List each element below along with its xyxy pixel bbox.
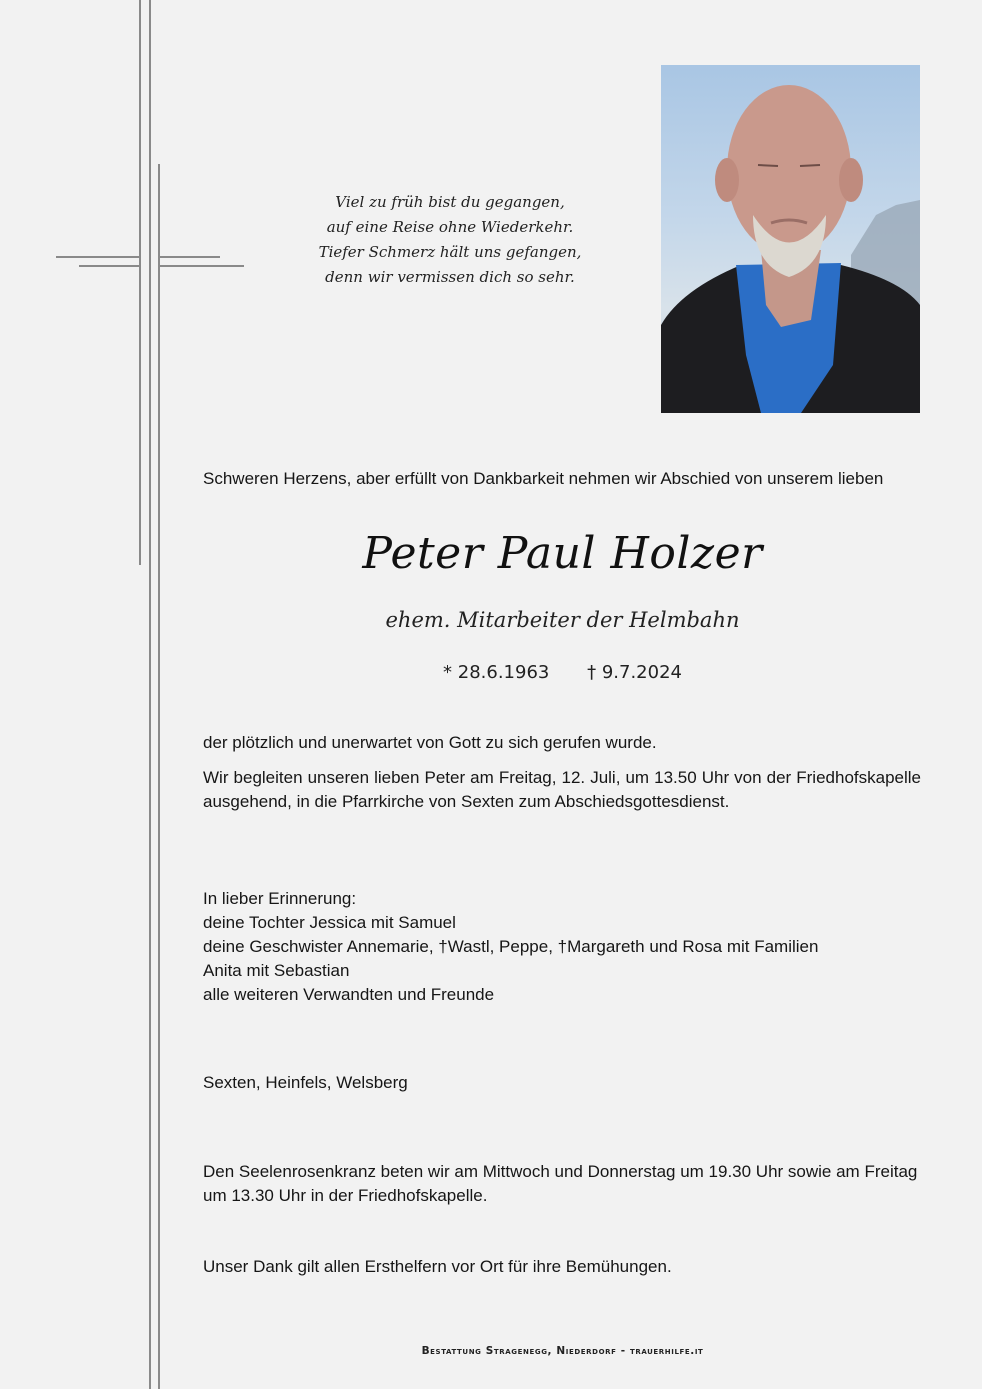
poem-line: auf eine Reise ohne Wiederkehr.: [326, 218, 574, 236]
cross-line-center: [149, 0, 151, 1389]
poem-line: denn wir vermissen dich so sehr.: [325, 268, 575, 286]
mourner-line: Anita mit Sebastian: [203, 961, 350, 980]
portrait-image: [661, 65, 920, 413]
deceased-name: Peter Paul Holzer: [362, 528, 763, 579]
mourners-list: [203, 887, 921, 1007]
rosary-text: Den Seelenrosenkranz beten wir am Mittwoch und Donnerstag um 19.30 Uhr sowie am Freitag um 13.30 Uhr in der Friedhofskapelle.: [203, 1162, 918, 1205]
thanks-text: Unser Dank gilt allen Ersthelfern vor Ort für ihre Bemühungen.: [203, 1257, 672, 1276]
poem: [300, 190, 600, 290]
intro-text: Schweren Herzens, aber erfüllt von Dankbarkeit nehmen wir Abschied von unserem lieben: [203, 469, 884, 488]
mourners-heading: In lieber Erinnerung:: [203, 889, 357, 908]
mourner-line: deine Tochter Jessica mit Samuel: [203, 913, 456, 932]
birth-date: * 28.6.1963: [443, 662, 550, 683]
mourner-line: deine Geschwister Annemarie, †Wastl, Peppe, †Margareth und Rosa mit Familien: [203, 937, 819, 956]
funeral-home-footer: Bestattung Stragenegg, Niederdorf - trauerhilfe.it: [421, 1345, 704, 1357]
cross-bar-upper-left: [56, 256, 140, 258]
places-text: Sexten, Heinfels, Welsberg: [203, 1073, 408, 1092]
called-home-text: der plötzlich und unerwartet von Gott zu sich gerufen wurde.: [203, 733, 657, 752]
life-dates: [200, 662, 925, 683]
poem-line: Viel zu früh bist du gegangen,: [335, 193, 565, 211]
cross-bar-upper-right: [158, 256, 220, 258]
portrait-photo: [661, 65, 920, 413]
cross-bar-lower-left: [79, 265, 140, 267]
poem-line: Tiefer Schmerz hält uns gefangen,: [318, 243, 582, 261]
death-date: † 9.7.2024: [587, 662, 682, 683]
funeral-text: Wir begleiten unseren lieben Peter am Freitag, 12. Juli, um 13.50 Uhr von der Friedhofskapelle ausgehend, in die Pfarrkirche von Sexten zum Abschiedsgottesdienst.: [203, 768, 921, 811]
cross-line-left: [139, 0, 141, 565]
cross-bar-lower-right: [158, 265, 244, 267]
cross-line-right: [158, 164, 160, 1389]
mourner-line: alle weiteren Verwandten und Freunde: [203, 985, 495, 1004]
deceased-subtitle: ehem. Mitarbeiter der Helmbahn: [385, 608, 740, 632]
